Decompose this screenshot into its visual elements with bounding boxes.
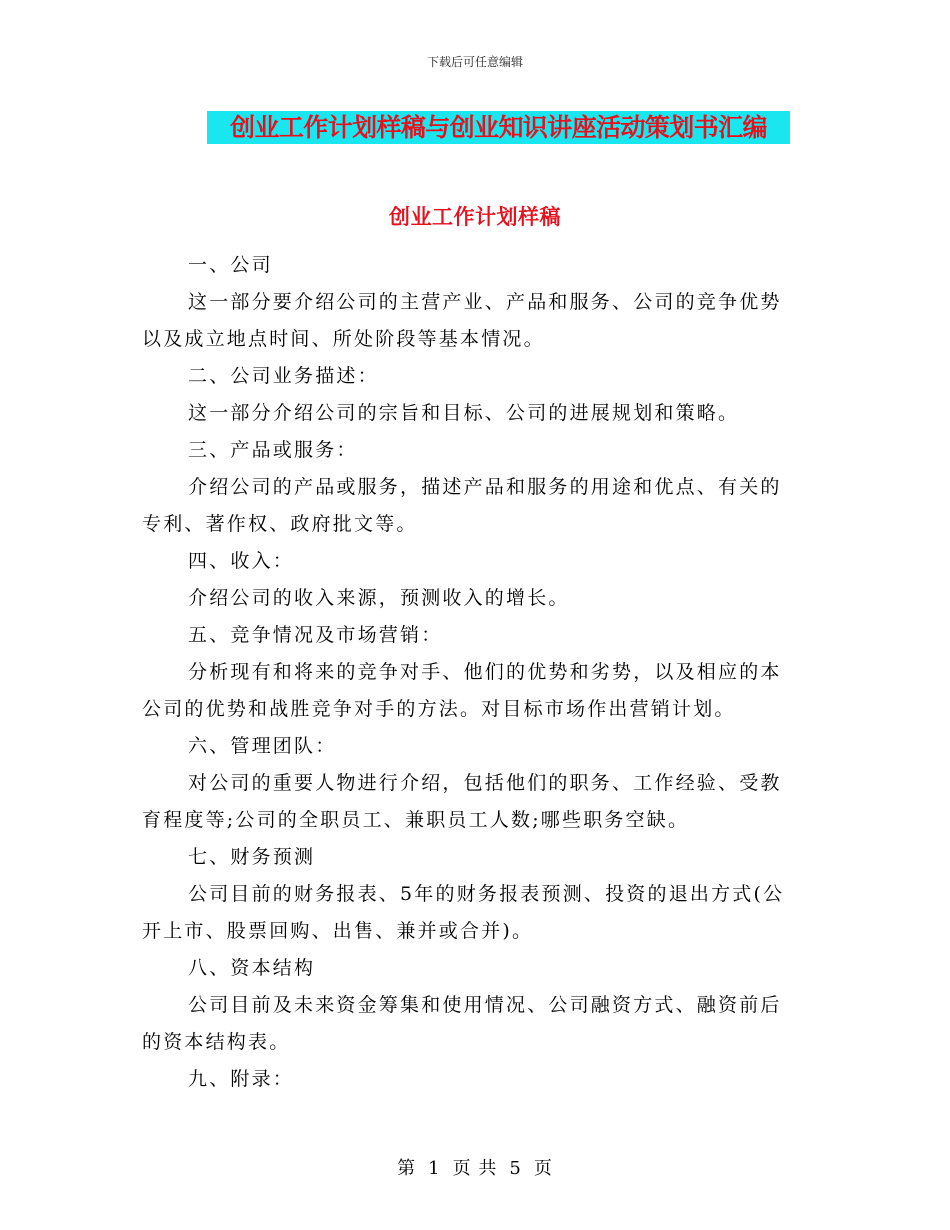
section-heading: 一、公司 (188, 254, 273, 276)
main-title-block (207, 111, 790, 144)
section-heading: 四、收入： (188, 550, 295, 572)
section-heading: 六、管理团队： (188, 735, 337, 757)
footer-mid: 页 共 (452, 1158, 498, 1179)
section-heading: 二、公司业务描述： (188, 365, 379, 387)
page-footer (0, 1154, 950, 1180)
section-heading: 九、附录： (188, 1068, 295, 1090)
footer-suffix: 页 (533, 1158, 553, 1179)
section-heading: 五、竞争情况及市场营销： (188, 624, 443, 646)
sub-title: 创业工作计划样稿 (389, 204, 561, 229)
section-body: 对公司的重要人物进行介绍，包括他们的职务、工作经验、受教育程度等;公司的全职员工、兼职员工人数;哪些职务空缺。 (142, 772, 782, 831)
header-note: 下载后可任意编辑 (426, 55, 523, 69)
main-title: 创业工作计划样稿与创业知识讲座活动策划书汇编 (207, 111, 790, 144)
section-body: 这一部分要介绍公司的主营产业、产品和服务、公司的竞争优势以及成立地点时间、所处阶段等基本情况。 (142, 291, 782, 350)
document-body (142, 247, 798, 1098)
page-number: 1 (428, 1158, 441, 1179)
section-body: 公司目前的财务报表、5年的财务报表预测、投资的退出方式(公开上市、股票回购、出售、兼并或合并)。 (142, 883, 785, 942)
section-body: 分析现有和将来的竞争对手、他们的优势和劣势，以及相应的本公司的优势和战胜竞争对手的方法。对目标市场作出营销计划。 (142, 661, 782, 720)
footer-prefix: 第 (397, 1158, 417, 1179)
section-heading: 三、产品或服务： (188, 439, 358, 461)
page-total: 5 (509, 1158, 522, 1179)
section-body: 公司目前及未来资金筹集和使用情况、公司融资方式、融资前后的资本结构表。 (142, 994, 782, 1053)
section-heading: 八、资本结构 (188, 957, 316, 979)
section-heading: 七、财务预测 (188, 846, 316, 868)
section-body: 这一部分介绍公司的宗旨和目标、公司的进展规划和策略。 (188, 402, 740, 424)
section-body: 介绍公司的产品或服务，描述产品和服务的用途和优点、有关的专利、著作权、政府批文等。 (142, 476, 782, 535)
section-body: 介绍公司的收入来源，预测收入的增长。 (188, 587, 570, 609)
